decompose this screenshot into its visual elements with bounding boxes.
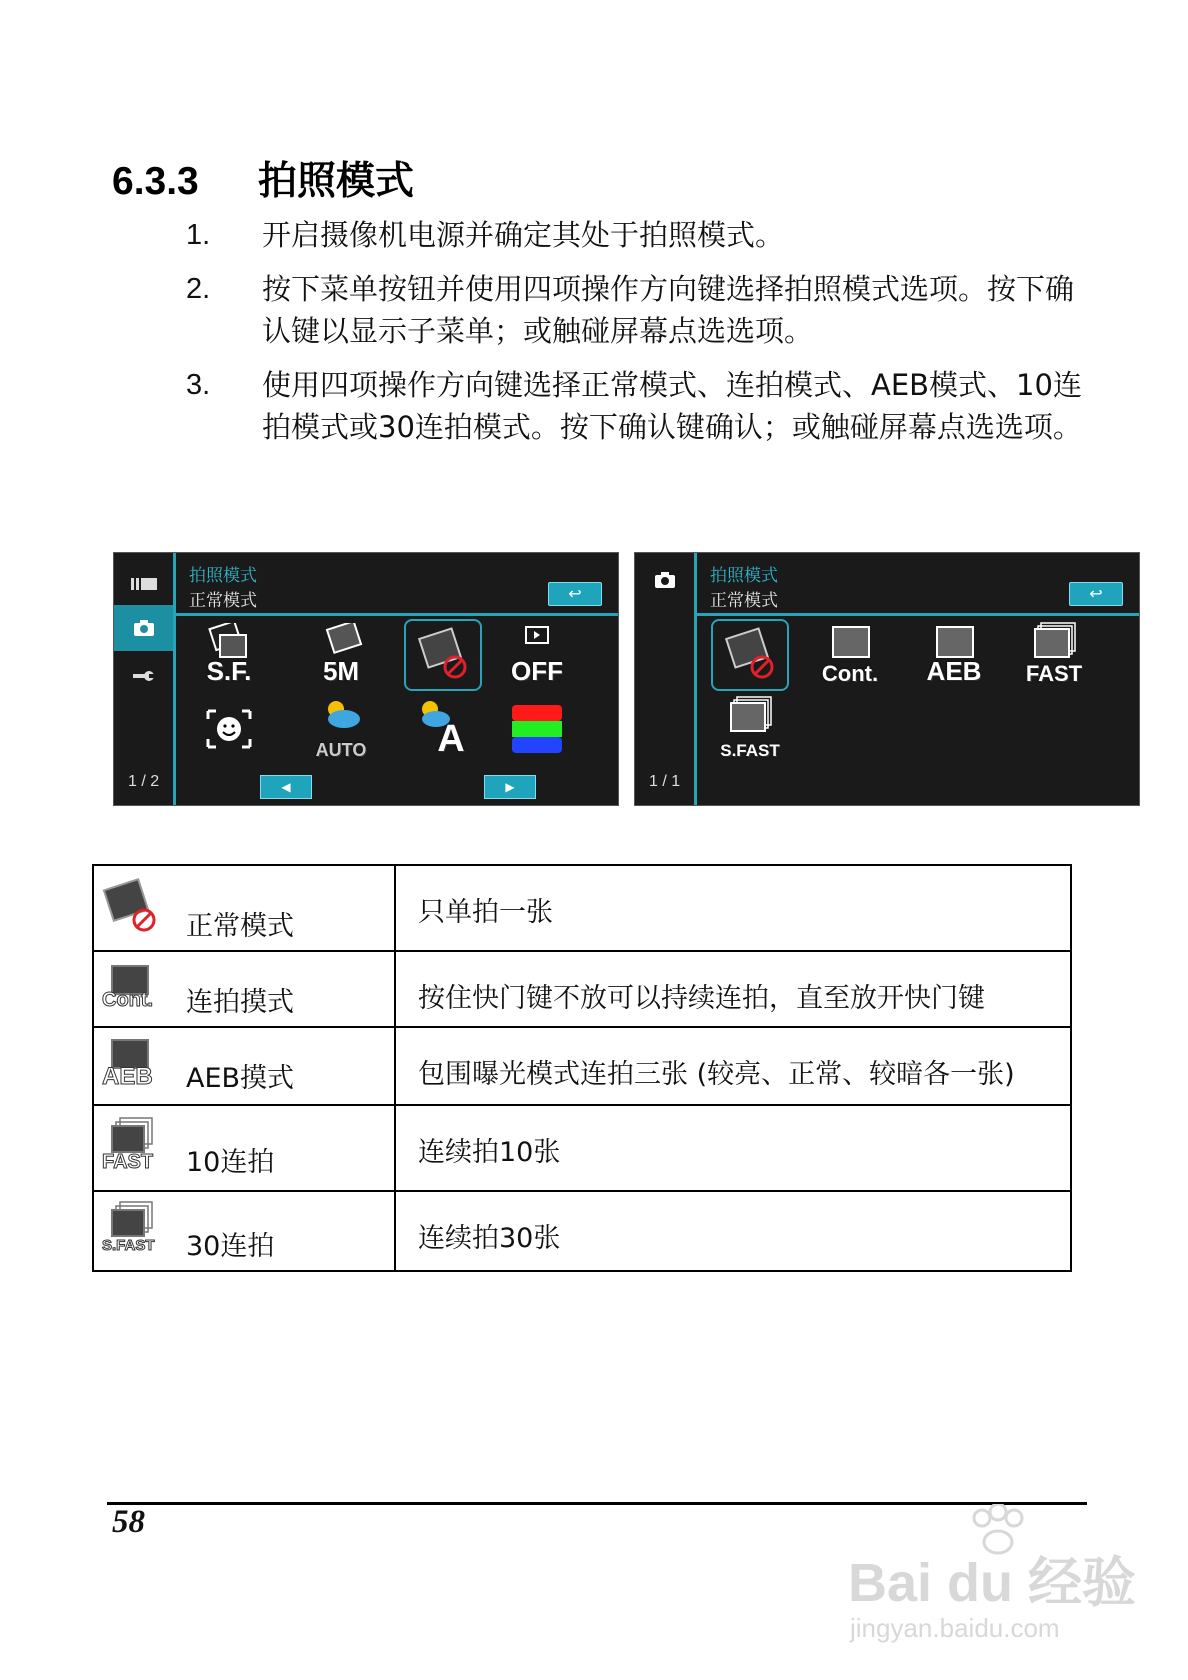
back-button[interactable]: ↩ (548, 582, 602, 606)
menu-title: 拍照模式 (189, 566, 257, 586)
step-number: 3. (186, 369, 211, 401)
steps-list (186, 214, 1086, 460)
aeb-mode-tile[interactable] (915, 619, 993, 691)
normal-mode-tile[interactable] (711, 619, 789, 691)
camera-sidebar (635, 553, 697, 805)
page-indicator: 1 / 1 (649, 773, 681, 790)
super-fast-mode-icon (100, 1200, 164, 1263)
list-item (186, 268, 1086, 352)
watermark (848, 1540, 1136, 1644)
back-button[interactable]: ↩ (1069, 582, 1123, 606)
table-row (93, 1191, 1071, 1271)
watermark-brand: Bai du 经验 (848, 1553, 1137, 1613)
camera-screen-right (634, 552, 1140, 806)
mode-cell (93, 1027, 395, 1105)
divider (176, 613, 618, 616)
list-item (186, 214, 1086, 256)
mode-name: 10连拍 (186, 1147, 275, 1178)
section-number: 6.3.3 (112, 160, 199, 203)
resolution-tile[interactable] (302, 619, 380, 691)
continuous-mode-icon (100, 964, 164, 1019)
mode-description: 包围曝光模式连拍三张 (较亮、正常、较暗各一张) (395, 1027, 1071, 1105)
mode-description: 连续拍30张 (395, 1191, 1071, 1271)
icon-label: Cont. (102, 989, 154, 1011)
prev-page-button[interactable]: ◀ (260, 775, 312, 799)
aeb-mode-icon (100, 1038, 164, 1095)
tile-label: AEB (926, 656, 982, 686)
scene-auto-tile[interactable] (404, 693, 482, 765)
section-heading (112, 150, 414, 206)
mode-description: 连续拍10张 (395, 1105, 1071, 1191)
step-number: 1. (186, 219, 211, 251)
camera-icon[interactable] (114, 605, 173, 651)
mode-cell (93, 865, 395, 951)
table-row (93, 1105, 1071, 1191)
color-effect-tile[interactable] (498, 693, 576, 765)
tile-label: A (437, 718, 465, 760)
camera-screen-left (113, 552, 619, 806)
icon-label: AEB (102, 1063, 153, 1088)
step-number: 2. (186, 273, 211, 305)
mode-name: 正常模式 (186, 911, 294, 942)
mode-cell (93, 1105, 395, 1191)
page-number: 58 (112, 1504, 145, 1540)
mode-cell (93, 1191, 395, 1271)
tile-label: OFF (511, 656, 563, 686)
mode-description: 按住快门键不放可以持续连拍，直至放开快门键 (395, 951, 1071, 1027)
fast-mode-icon (100, 1116, 164, 1179)
table-row (93, 865, 1071, 951)
tile-label: S.FAST (720, 741, 780, 760)
face-detect-tile[interactable] (190, 693, 268, 765)
camera-sidebar (114, 553, 176, 805)
wrench-icon[interactable] (114, 653, 173, 699)
paw-icon (968, 1504, 1028, 1560)
menu-subtitle: 正常模式 (710, 591, 778, 611)
step-text: 按下菜单按钮并使用四项操作方向键选择拍照模式选项。按下确认键以显示子菜单；或触碰屏幕点选选项。 (262, 272, 1075, 348)
continuous-mode-tile[interactable] (811, 619, 889, 691)
tile-label: 5M (322, 656, 360, 686)
tile-label: Cont. (821, 661, 879, 686)
mode-description: 只单拍一张 (395, 865, 1071, 951)
step-text: 使用四项操作方向键选择正常模式、连拍模式、AEB模式、10连拍模式或30连拍模式。按下确认键确认；或触碰屏幕点选选项。 (262, 368, 1082, 444)
mode-name: AEB摸式 (186, 1063, 295, 1094)
mode-name: 连拍摸式 (186, 987, 294, 1018)
tile-label: AUTO (315, 740, 367, 760)
divider (697, 613, 1139, 616)
super-fast-mode-tile[interactable] (711, 693, 789, 765)
tile-label: S.F. (206, 656, 252, 686)
quick-review-tile[interactable] (498, 619, 576, 691)
section-title: 拍照模式 (258, 159, 415, 204)
fast-mode-tile[interactable] (1015, 619, 1093, 691)
menu-title: 拍照模式 (710, 566, 778, 586)
list-item (186, 364, 1086, 448)
icon-label: FAST (102, 1151, 154, 1172)
tile-label: FAST (1025, 661, 1083, 686)
table-row (93, 951, 1071, 1027)
mode-name: 30连拍 (186, 1231, 275, 1262)
scene-frame-tile[interactable] (190, 619, 268, 691)
photo-mode-tile[interactable] (404, 619, 482, 691)
footer-rule (107, 1502, 1087, 1505)
menu-subtitle: 正常模式 (189, 591, 257, 611)
step-text: 开启摄像机电源并确定其处于拍照模式。 (262, 218, 785, 252)
icon-label: S.FAST (102, 1237, 155, 1254)
mode-cell (93, 951, 395, 1027)
white-balance-tile[interactable] (302, 693, 380, 765)
playback-list-icon[interactable] (114, 561, 173, 607)
next-page-button[interactable]: ▶ (484, 775, 536, 799)
table-row (93, 1027, 1071, 1105)
page-indicator: 1 / 2 (128, 773, 160, 790)
mode-table (92, 864, 1072, 1272)
camera-icon[interactable] (635, 557, 694, 603)
watermark-url: jingyan.baidu.com (850, 1613, 1060, 1643)
normal-mode-icon (100, 876, 160, 943)
